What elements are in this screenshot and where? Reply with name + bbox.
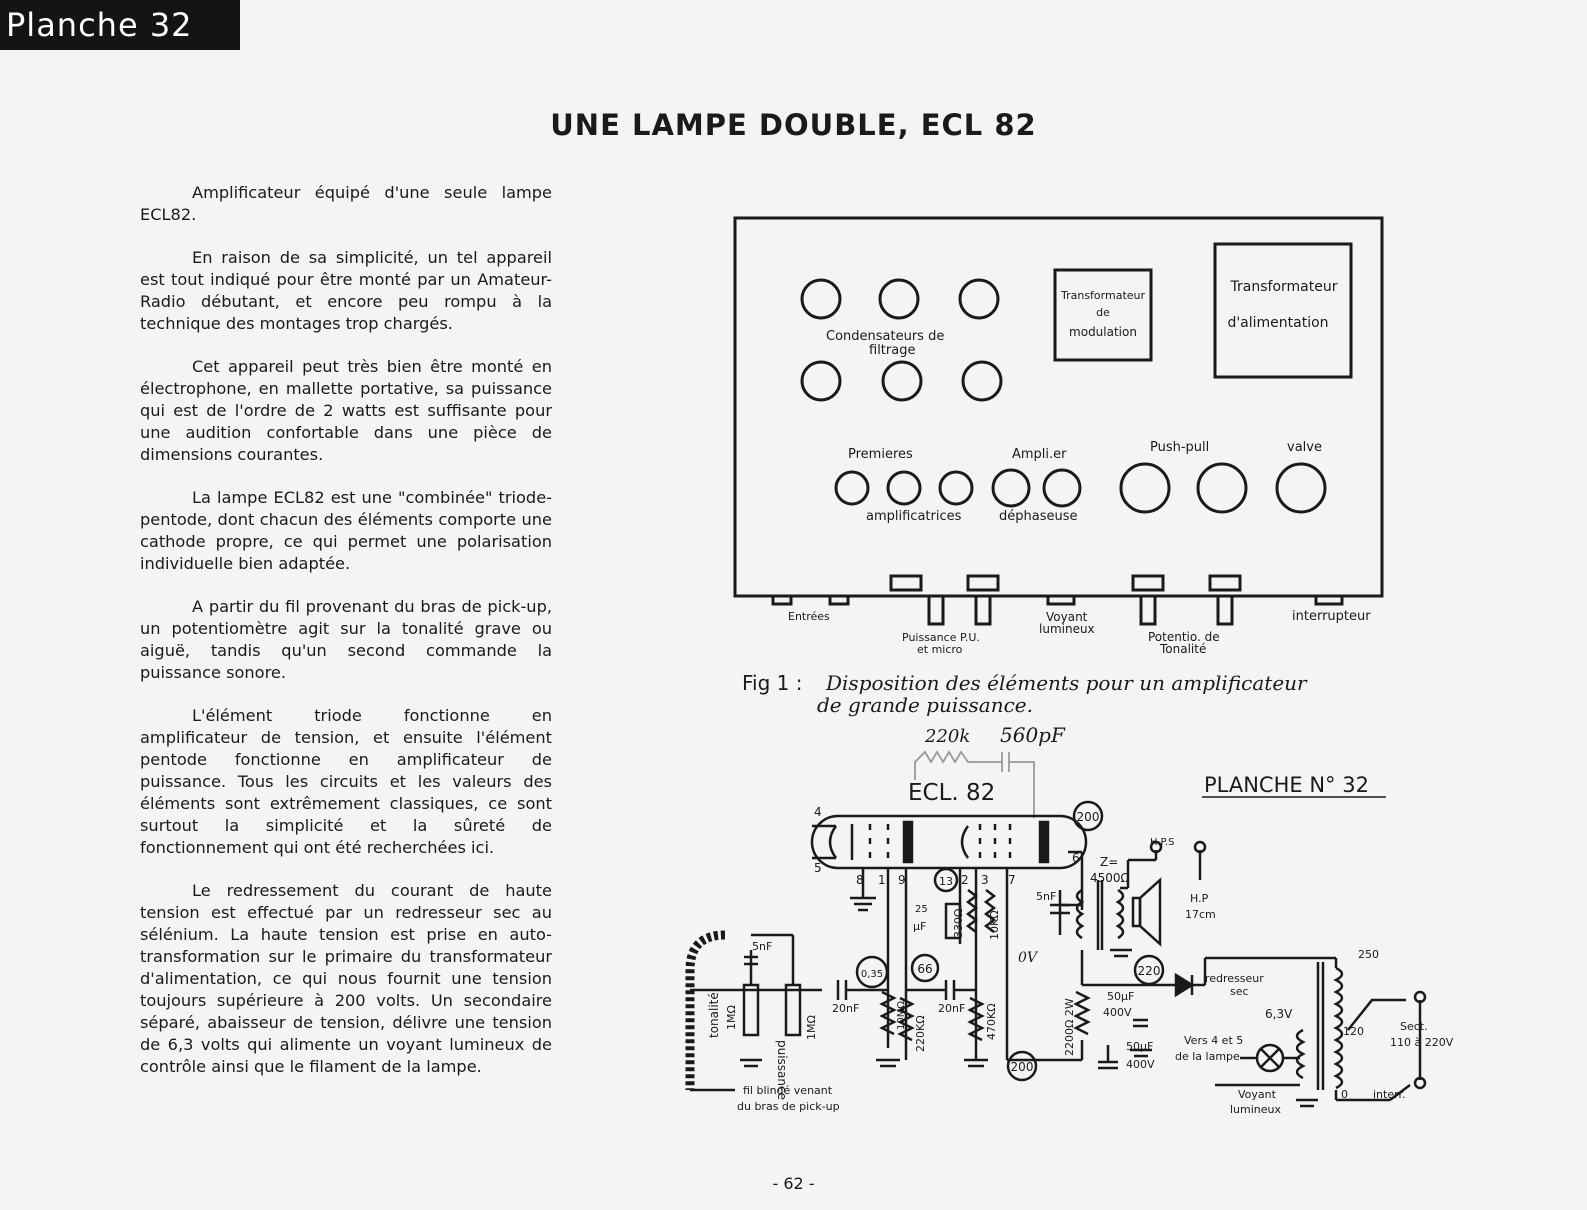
label-50uf-1v: 400V: [1103, 1006, 1132, 1019]
label-condensateurs: Condensateurs de: [826, 329, 945, 344]
pin-label: 6: [1072, 851, 1080, 865]
label-potentio: Potentio. de: [1148, 630, 1220, 644]
figure-caption: Disposition des éléments pour un amplificateur: [826, 671, 1307, 695]
label-2200: 2200Ω 2W: [1063, 998, 1076, 1056]
volume-potentiometer: [786, 985, 800, 1035]
label-valve: valve: [1287, 440, 1322, 455]
label-transfo-mod: de: [1096, 306, 1110, 319]
label-voyant: Voyant: [1238, 1088, 1276, 1101]
label-z-value: 4500Ω: [1090, 871, 1130, 885]
plate-tab: Planche 32: [0, 0, 240, 50]
label-vers-4-5: Vers 4 et 5: [1184, 1034, 1244, 1047]
tube-label: ECL. 82: [908, 780, 996, 806]
paragraph-7: Le redressement du courant de haute tension est effectué par un redresseur sec au sélénium. La haute tension est prise en auto-transformation sur le primaire du transformateur d'alimentation, ce qui nous fournit une tension toujours supérieure à 200 volts. Un secondaire séparé, abaisseur de tension, délivre une tension de 6,3 volts qui alimente un voyant lumineux de contrôle ainsi que le filament de la lampe.: [140, 881, 552, 1076]
push-pull-tube: [1198, 464, 1246, 512]
switch: [1316, 596, 1342, 604]
paragraph-4: La lampe ECL82 est une "combinée" triode-pentode, dont chacun des éléments comporte une cathode propre, ce qui permet une polarisation individuelle bien adaptée.: [140, 488, 552, 573]
label-10k-screen: 10KΩ: [988, 910, 1001, 940]
voltage-035: 0,35: [860, 969, 884, 980]
label-secteur: Sect.: [1400, 1020, 1428, 1033]
triode-cathode: [830, 826, 836, 858]
figure-caption: de grande puissance.: [817, 693, 1033, 717]
handwritten-capacitor: 560pF: [1000, 723, 1065, 747]
label-470k: 470KΩ: [985, 1003, 998, 1040]
label-transfo-mod: Transformateur: [1060, 289, 1146, 302]
page-number: - 62 -: [772, 1174, 815, 1193]
paragraph-1: Amplificateur équipé d'une seule lampe ECL82.: [140, 183, 552, 224]
label-330: 330Ω: [952, 908, 965, 938]
pin-label: 2: [961, 873, 969, 887]
figure-caption-label: Fig 1 :: [742, 671, 803, 695]
label-puissance-val: 1MΩ: [805, 1015, 818, 1040]
chassis-outline: [735, 218, 1382, 596]
power-transformer-primary: [1336, 968, 1342, 1088]
label-premieres: Premieres: [848, 447, 913, 462]
pin-label: 8: [856, 873, 864, 887]
paragraph-5: A partir du fil provenant du bras de pick-up, un potentiomètre agit sur la tonalité grave ou aiguë, tandis qu'un second commande la puissance sonore.: [140, 597, 552, 682]
label-50uf-1: 50µF: [1107, 990, 1135, 1003]
label-entrees: Entrées: [788, 610, 830, 623]
label-voyant-lumineux: lumineux: [1230, 1103, 1282, 1116]
filter-capacitor: [960, 280, 998, 318]
label-tonalite: Tonalité: [1160, 642, 1207, 656]
label-20nf-2: 20nF: [938, 1002, 966, 1015]
output-transformer-secondary: [1118, 890, 1123, 938]
label-25uf: 25: [915, 904, 928, 915]
ground-symbol: [1110, 950, 1132, 956]
paragraph-6: L'élément triode fonctionne en amplificateur de tension, et ensuite l'élément pentode fonctionne en amplificateur de puissance. Tous les circuits et les valeurs des éléments sont extrêmement classiques, ce sont surtout la simplicité et la sûreté de fonctionnement qui ont été recherchées ici.: [140, 706, 552, 857]
speaker-magnet: [1133, 898, 1140, 926]
knob-shaft: [1218, 596, 1232, 624]
pilot-lamp: [1048, 596, 1074, 604]
knob-shaft: [1141, 596, 1155, 624]
voltage-13: 13: [939, 875, 953, 888]
label-0: 0: [1341, 1088, 1348, 1101]
label-secteur-v: 110 à 220V: [1390, 1036, 1454, 1049]
filter-capacitor: [963, 362, 1001, 400]
schematic-heading: PLANCHE N° 32: [1204, 773, 1369, 797]
label-5nf-in: 5nF: [752, 940, 773, 953]
label-transfo-alim: Transformateur: [1230, 279, 1338, 295]
phase-splitter-tube: [993, 470, 1029, 506]
label-fil-blinde: du bras de pick-up: [737, 1100, 840, 1113]
pin-label: 4: [814, 805, 822, 819]
voltage-66: 66: [917, 962, 933, 976]
filter-capacitor: [802, 362, 840, 400]
power-transformer-box: [1215, 244, 1351, 377]
label-hp: H.P: [1190, 892, 1209, 905]
voltage-200-bottom: 200: [1010, 1060, 1034, 1074]
pentode-cathode: [962, 826, 968, 858]
label-interrupteur: interrupteur: [1292, 609, 1371, 624]
filter-capacitor: [883, 362, 921, 400]
pin-label: 7: [1008, 873, 1016, 887]
ground-symbol: [1296, 1100, 1318, 1106]
label-redresseur: redresseur: [1205, 972, 1264, 985]
label-ampli: Ampli.er: [1012, 447, 1067, 462]
label-hps: H.P.S: [1150, 837, 1175, 848]
label-de-la-lampe: de la lampe: [1175, 1050, 1240, 1063]
label-250: 250: [1358, 948, 1379, 961]
filter-capacitor: [880, 280, 918, 318]
label-50uf-2: 50µF: [1126, 1040, 1154, 1053]
input-socket: [830, 596, 848, 604]
rectifier-diode: [1176, 975, 1192, 995]
label-voyant: Voyant: [1046, 610, 1088, 624]
power-transformer-secondary: [1297, 1030, 1303, 1078]
pentode-anode: [1040, 822, 1048, 862]
knob-shaft: [976, 596, 990, 624]
ground-symbol: [850, 898, 876, 910]
ground-symbol: [740, 1060, 762, 1066]
label-10m: 10MΩ: [896, 1001, 907, 1030]
rectifier-valve: [1277, 464, 1325, 512]
knob-shaft: [929, 596, 943, 624]
label-25uf-unit: µF: [913, 920, 927, 933]
label-puissance: puissance: [775, 1040, 789, 1100]
label-lumineux: lumineux: [1039, 622, 1095, 636]
label-transfo-mod: modulation: [1069, 325, 1137, 339]
label-filtrage: filtrage: [869, 343, 916, 358]
label-dephaseuse: déphaseuse: [999, 509, 1078, 524]
handwritten-resistor: 220k: [925, 726, 971, 747]
label-push-pull: Push-pull: [1150, 440, 1210, 455]
page-title: UNE LAMPE DOUBLE, ECL 82: [550, 108, 1037, 142]
knob: [1210, 576, 1240, 590]
tone-potentiometer: [744, 985, 758, 1035]
knob: [891, 576, 921, 590]
pin-label: 1: [878, 873, 886, 887]
input-socket: [773, 596, 791, 604]
label-redresseur-sec: sec: [1230, 985, 1249, 998]
pin-label: 5: [814, 861, 822, 875]
label-20nf-1: 20nF: [832, 1002, 860, 1015]
label-interr: interr.: [1373, 1088, 1406, 1101]
preamp-tube: [836, 472, 868, 504]
push-pull-tube: [1121, 464, 1169, 512]
knob: [968, 576, 998, 590]
filter-resistor: [1076, 992, 1088, 1034]
label-63v: 6,3V: [1265, 1007, 1293, 1021]
paragraph-2: En raison de sa simplicité, un tel appareil est tout indiqué pour être monté par un Amateur-Radio débutant, et encore peu rompu à la technique des montages trop chargés.: [140, 248, 552, 333]
preamp-tube: [940, 472, 972, 504]
label-5nf-out: 5nF: [1036, 890, 1057, 903]
label-z: Z=: [1100, 855, 1119, 869]
label-hp-size: 17cm: [1185, 908, 1216, 921]
phase-splitter-tube: [1044, 470, 1080, 506]
paragraph-3: Cet appareil peut très bien être monté en électrophone, en mallette portative, sa puissance qui est de l'ordre de 2 watts est suffisante pour une audition confortable dans une pièce de dimensions courantes.: [140, 357, 552, 464]
voltage-200-top: 200: [1076, 810, 1100, 824]
label-120: 120: [1343, 1025, 1364, 1038]
speaker: [1140, 880, 1160, 944]
label-puissance-pu: Puissance P.U.: [902, 631, 980, 644]
label-et-micro: et micro: [917, 643, 963, 656]
pin-label: 3: [981, 873, 989, 887]
label-50uf-2v: 400V: [1126, 1058, 1155, 1071]
knob: [1133, 576, 1163, 590]
triode-anode: [904, 822, 912, 862]
label-amplificatrices: amplificatrices: [866, 509, 962, 524]
label-tonalite: tonalité: [707, 992, 721, 1038]
label-tonalite-val: 1MΩ: [725, 1005, 738, 1030]
preamp-tube: [888, 472, 920, 504]
pin-label: 9: [898, 873, 906, 887]
label-fil-blinde: fil blindé venant: [743, 1084, 833, 1097]
ground-symbol: [876, 1060, 900, 1066]
ground-symbol: [964, 1060, 988, 1066]
label-220k: 220KΩ: [914, 1015, 927, 1052]
label-ov: 0V: [1018, 950, 1038, 966]
filter-capacitor: [802, 280, 840, 318]
voltage-220: 220: [1137, 964, 1161, 978]
label-transfo-alim: d'alimentation: [1227, 315, 1329, 331]
